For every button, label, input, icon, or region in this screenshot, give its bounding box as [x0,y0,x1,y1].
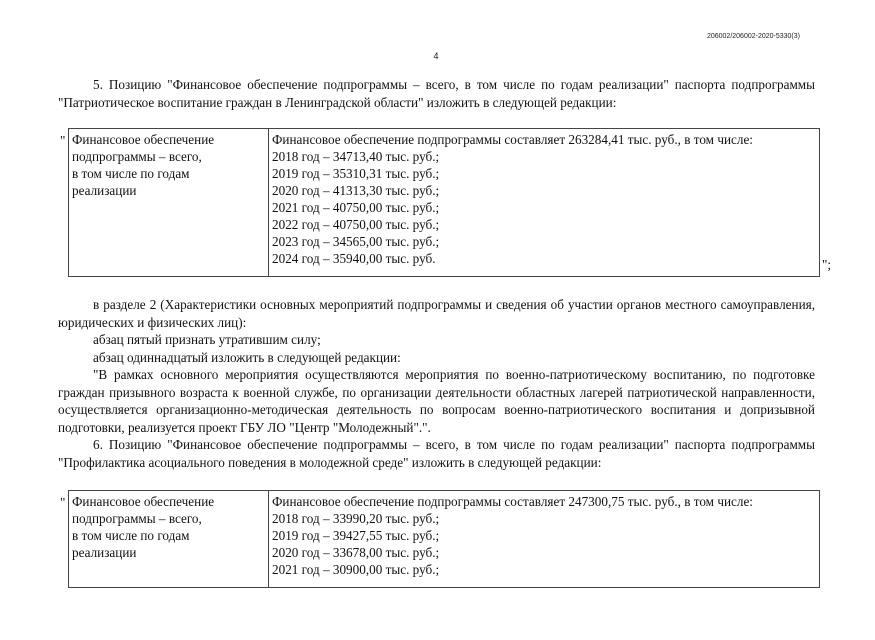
financing-table-2 [68,490,820,588]
table1-year-line: 2020 год – 41313,30 тыс. руб.; [272,183,440,198]
financing-table-1 [68,128,820,277]
table2-total-line: Финансовое обеспечение подпрограммы составляет 247300,75 тыс. руб., в том числе: [272,494,753,509]
table1-left-line: подпрограммы – всего, [72,149,202,164]
table1-year-line: 2021 год – 40750,00 тыс. руб.; [272,200,440,215]
table2-left-line: реализации [72,545,137,560]
table1-right-cell [269,129,820,277]
table2-right-cell [269,491,820,588]
table2-left-line: в том числе по годам [72,528,190,543]
table1-year-line: 2024 год – 35940,00 тыс. руб. [272,251,436,266]
page-number: 4 [433,51,439,61]
section-2-quote: "В рамках основного мероприятия осуществляются мероприятия по военно-патриотическому воспитанию, по подготовке граждан призывного возраста к военной службе, по организации деятельности областных лагерей патриотической направленности, осуществляется организационно-методическая деятельность по вопросам военно-патриотического воспитания и допризывной подготовки, реализуется проект ГБУ ЛО "Центр "Молодежный".". [58,367,815,435]
table1-left-line: реализации [72,183,137,198]
table2-year-line: 2021 год – 30900,00 тыс. руб.; [272,562,440,577]
item-6-paragraph: 6. Позицию "Финансовое обеспечение подпрограммы – всего, в том числе по годам реализации" паспорта подпрограммы "Профилактика асоциального поведения в молодежной среде" изложить в следующей редакции: [58,437,815,470]
section-2-intro: в разделе 2 (Характеристики основных мероприятий подпрограммы и сведения об участии органов местного самоуправления, юридических и физических лиц): [58,297,815,330]
section-2-line-1: абзац пятый признать утратившим силу; [93,332,321,347]
table2-open-quote: " [60,495,66,510]
table1-year-line: 2022 год – 40750,00 тыс. руб.; [272,217,440,232]
section-2-line-2: абзац одиннадцатый изложить в следующей редакции: [93,350,401,365]
table1-year-line: 2023 год – 34565,00 тыс. руб.; [272,234,440,249]
table1-close-quote: "; [822,257,832,272]
item-5-paragraph: 5. Позицию "Финансовое обеспечение подпрограммы – всего, в том числе по годам реализации" паспорта подпрограммы "Патриотическое воспитание граждан в Ленинградской области" изложить в следующей редакции: [58,77,815,110]
document-id: 206002/206002-2020-5330(3) [706,33,800,40]
table2-left-line: подпрограммы – всего, [72,511,202,526]
table1-year-line: 2018 год – 34713,40 тыс. руб.; [272,149,440,164]
table1-total-line: Финансовое обеспечение подпрограммы составляет 263284,41 тыс. руб., в том числе: [272,132,753,147]
table1-left-cell [69,129,269,277]
table1-year-line: 2019 год – 35310,31 тыс. руб.; [272,166,440,181]
table2-year-line: 2020 год – 33678,00 тыс. руб.; [272,545,440,560]
table2-left-line: Финансовое обеспечение [72,494,215,509]
table2-year-line: 2019 год – 39427,55 тыс. руб.; [272,528,440,543]
table2-left-cell [69,491,269,588]
table1-left-line: Финансовое обеспечение [72,132,215,147]
table1-open-quote: " [60,133,66,148]
table1-left-line: в том числе по годам [72,166,190,181]
table2-year-line: 2018 год – 33990,20 тыс. руб.; [272,511,440,526]
